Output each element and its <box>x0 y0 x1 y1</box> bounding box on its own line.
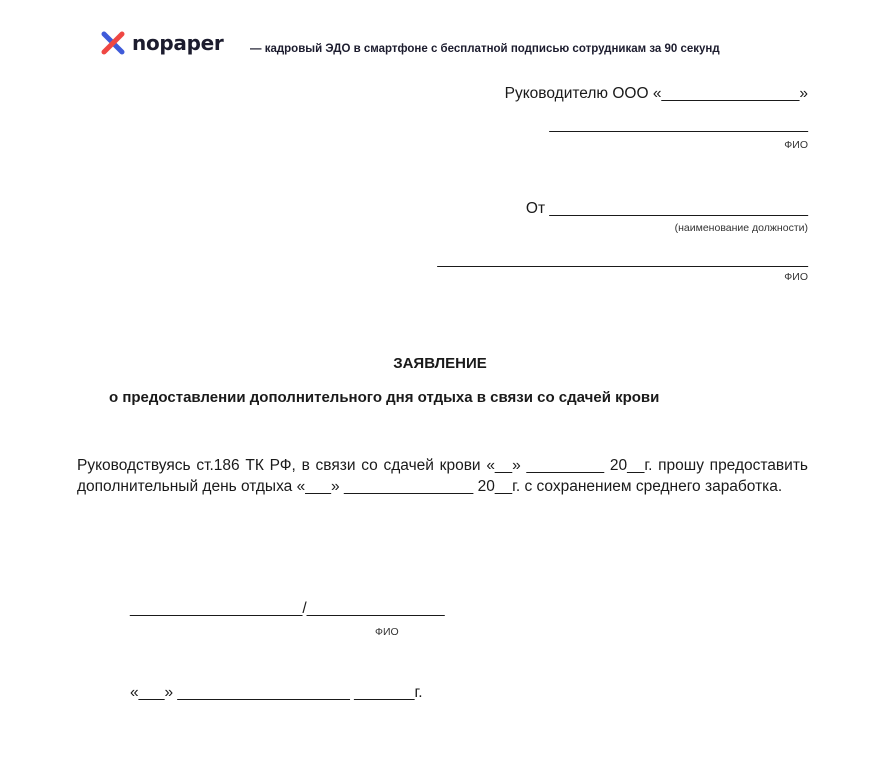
logo-text: nopaper <box>132 31 224 55</box>
signature-caption: ФИО <box>375 626 399 638</box>
x-cross-logo-icon <box>100 30 126 56</box>
addressee-to: Руководителю ООО «________________» <box>504 85 808 102</box>
document-body: Руководствуясь ст.186 ТК РФ, в связи со сдачей крови «__» _________ 20__г. прошу предоставить дополнительный день отдыха «___» _______________ 20__г. с сохранением среднего заработка. <box>77 457 808 495</box>
document-title: ЗАЯВЛЕНИЕ <box>393 355 487 372</box>
from-fio-caption: ФИО <box>784 271 808 283</box>
logo <box>100 30 223 56</box>
signature-line: ____________________/________________ <box>130 600 445 617</box>
date-line: «___» ____________________ _______г. <box>130 684 423 701</box>
position-caption: (наименование должности) <box>674 222 808 234</box>
document-subtitle: о предоставлении дополнительного дня отдыха в связи со сдачей крови <box>109 389 660 406</box>
tagline: — кадровый ЭДО в смартфоне с бесплатной подписью сотрудникам за 90 секунд <box>250 43 720 55</box>
from-line: От ______________________________ <box>525 200 808 217</box>
addressee-fio-blank: ______________________________ <box>549 116 808 133</box>
from-fio-blank: ___________________________________________ <box>437 251 808 268</box>
addressee-fio-caption: ФИО <box>784 139 808 151</box>
